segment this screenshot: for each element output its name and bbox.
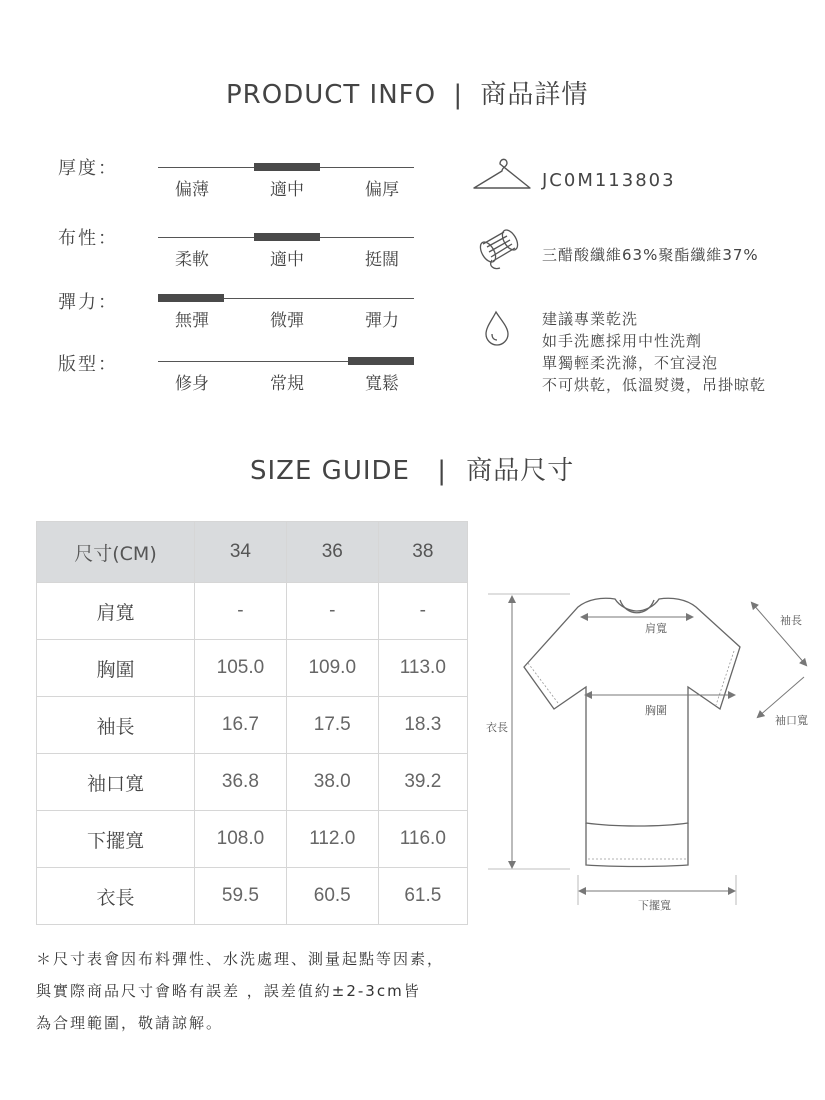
- table-row-label: 衣長: [37, 868, 195, 925]
- care-line: 單獨輕柔洗滌，不宜浸泡: [542, 354, 719, 372]
- scale-option: 適中: [270, 180, 304, 200]
- table-row: [37, 697, 468, 754]
- table-row: [37, 868, 468, 925]
- care-line: 建議專業乾洗: [542, 310, 639, 328]
- table-cell: 112.0: [286, 811, 378, 868]
- title-divider: |: [437, 456, 448, 486]
- table-header-cell: 36: [286, 522, 378, 583]
- scale-option: 修身: [175, 374, 209, 394]
- scale-selected-mark: [158, 294, 224, 302]
- table-cell: 38.0: [286, 754, 378, 811]
- cuff-arrow: [758, 677, 804, 717]
- attr-scale-fit: [158, 355, 414, 394]
- table-cell: -: [378, 583, 467, 640]
- product-info-title: [226, 74, 588, 111]
- product-info-title-en: PRODUCT INFO: [226, 80, 437, 110]
- scale-option: 柔軟: [175, 250, 209, 270]
- table-cell: 17.5: [286, 697, 378, 754]
- attr-label-fit: 版型：: [58, 354, 118, 375]
- attr-scale-fabric: [158, 231, 414, 270]
- table-header-row: [37, 522, 468, 583]
- table-cell: -: [195, 583, 287, 640]
- hanger-icon: [470, 155, 534, 195]
- table-cell: 105.0: [195, 640, 287, 697]
- scale-option: 彈力: [365, 311, 399, 331]
- scale-option: 無彈: [175, 311, 209, 331]
- diagram-label-chest: 胸圍: [645, 704, 667, 717]
- table-cell: 16.7: [195, 697, 287, 754]
- table-row: [37, 754, 468, 811]
- product-info-title-zh: 商品詳情: [480, 80, 589, 110]
- attr-label-elasticity: 彈力：: [58, 292, 118, 313]
- tshirt-outline: [524, 598, 740, 866]
- size-guide-title: [250, 450, 574, 487]
- size-table: [36, 521, 468, 925]
- table-row: [37, 811, 468, 868]
- table-cell: 18.3: [378, 697, 467, 754]
- table-cell: 116.0: [378, 811, 467, 868]
- size-note-line: 為合理範圍，敬請諒解。: [36, 1014, 224, 1032]
- table-cell: 108.0: [195, 811, 287, 868]
- scale-selected-mark: [348, 357, 414, 365]
- scale-option: 挺闊: [365, 250, 399, 270]
- table-cell: 59.5: [195, 868, 287, 925]
- size-note-line: 與實際商品尺寸會略有誤差 ，誤差值約±2-3cm皆: [36, 982, 421, 1000]
- size-note-line: ＊尺寸表會因布料彈性、水洗處理、測量起點等因素，: [36, 950, 445, 968]
- attr-scale-thickness: [158, 161, 414, 200]
- table-header-cell: 38: [378, 522, 467, 583]
- table-cell: 39.2: [378, 754, 467, 811]
- diagram-label-length: 衣長: [486, 721, 508, 734]
- water-drop-icon: [482, 308, 518, 348]
- care-line: 如手洗應採用中性洗劑: [542, 332, 703, 350]
- table-cell: 60.5: [286, 868, 378, 925]
- table-row-label: 袖口寬: [37, 754, 195, 811]
- scale-option: 適中: [270, 250, 304, 270]
- table-row: [37, 640, 468, 697]
- table-cell: 61.5: [378, 868, 467, 925]
- tshirt-diagram: [470, 585, 825, 920]
- attr-label-thickness: 厚度：: [58, 158, 118, 179]
- scale-selected-mark: [254, 163, 320, 171]
- table-row-label: 胸圍: [37, 640, 195, 697]
- sleeve-length-arrow: [752, 603, 806, 665]
- material-text: 三醋酸纖維63%聚酯纖維37%: [542, 246, 759, 264]
- scale-selected-mark: [254, 233, 320, 241]
- diagram-label-hem: 下擺寬: [638, 899, 671, 912]
- thread-spool-icon: [474, 228, 524, 272]
- size-guide-title-en: SIZE GUIDE: [250, 456, 410, 486]
- table-row-label: 肩寬: [37, 583, 195, 640]
- product-code: JC0M113803: [542, 170, 676, 191]
- diagram-label-sleeve-length: 袖長: [780, 614, 802, 627]
- scale-option: 偏薄: [175, 180, 209, 200]
- scale-option: 常規: [270, 374, 304, 394]
- diagram-label-shoulder: 肩寬: [645, 622, 667, 635]
- attr-scale-elasticity: [158, 292, 414, 331]
- size-guide-title-zh: 商品尺寸: [466, 456, 575, 486]
- scale-option: 微彈: [270, 311, 304, 331]
- scale-option: 偏厚: [365, 180, 399, 200]
- attr-label-fabric: 布性：: [58, 228, 118, 249]
- table-header-cell: 34: [195, 522, 287, 583]
- table-row-label: 下擺寬: [37, 811, 195, 868]
- table-cell: 36.8: [195, 754, 287, 811]
- table-cell: -: [286, 583, 378, 640]
- table-cell: 113.0: [378, 640, 467, 697]
- diagram-label-cuff: 袖口寬: [775, 714, 808, 727]
- scale-option: 寬鬆: [365, 374, 399, 394]
- table-row-label: 袖長: [37, 697, 195, 754]
- table-cell: 109.0: [286, 640, 378, 697]
- care-line: 不可烘乾，低溫熨燙，吊掛晾乾: [542, 376, 767, 394]
- table-header-cell: 尺寸(CM): [37, 522, 195, 583]
- table-row: [37, 583, 468, 640]
- title-divider: |: [453, 80, 464, 110]
